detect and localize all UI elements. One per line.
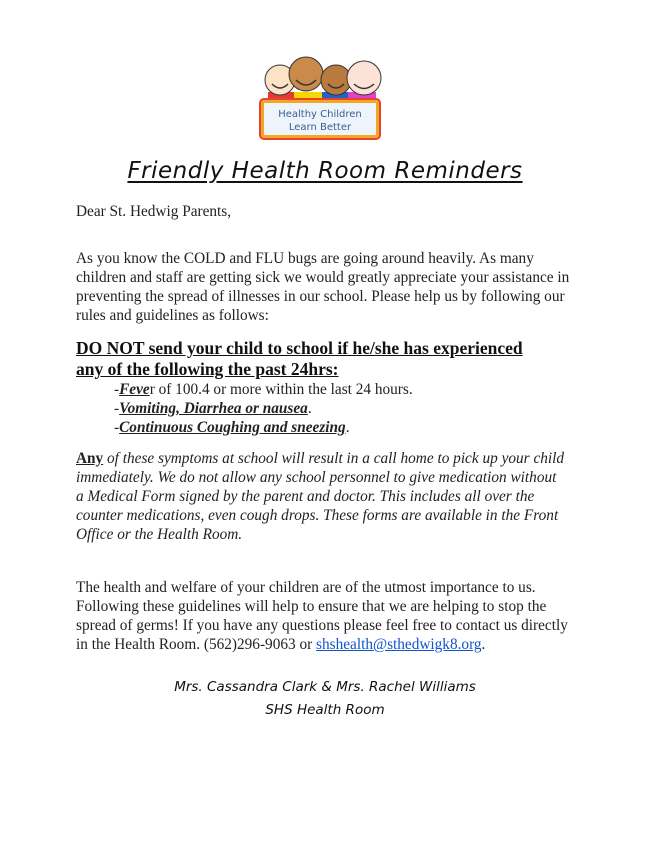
healthy-children-logo — [256, 48, 388, 144]
closing-line: The health and welfare of your children are of the utmost importance to us. — [76, 579, 536, 596]
intro-paragraph — [76, 249, 576, 325]
signature — [0, 676, 650, 722]
coughing-label: Continuous Coughing and sneezing — [119, 419, 346, 436]
email-link[interactable]: shshealth@sthedwigk8.org — [316, 636, 482, 653]
closing-paragraph — [76, 578, 576, 654]
policy-line: counter medications, even cough drops. These forms are available in the Front — [76, 507, 559, 524]
symptom-coughing: -Continuous Coughing and sneezing. — [114, 419, 350, 436]
fever-label: Feve — [119, 381, 150, 398]
intro-line: As you know the COLD and FLU bugs are going around heavily. As many — [76, 250, 534, 267]
signature-department: SHS Health Room — [265, 702, 385, 718]
heading-line: DO NOT send your child to school if he/she has experienced — [76, 338, 523, 358]
closing-line: Following these guidelines will help to ensure that we are helping to stop the — [76, 598, 547, 615]
warning-heading — [76, 338, 576, 380]
closing-line: spread of germs! If you have any questions please feel free to contact us directly — [76, 617, 568, 634]
logo-banner — [261, 100, 379, 138]
logo-text-line1: Healthy Children — [278, 109, 362, 120]
any-emphasis: Any — [76, 450, 104, 467]
contact-text: in the Health Room. (562)296-9063 or — [76, 636, 317, 653]
policy-line: Office or the Health Room. — [76, 526, 243, 543]
symptom-fever: -Fever of 100.4 or more within the last 24 hours. — [114, 381, 413, 398]
signature-names: Mrs. Cassandra Clark & Mrs. Rachel Williams — [174, 679, 476, 695]
policy-paragraph — [76, 449, 576, 544]
policy-text: of these symptoms at school will result in a call home to pick up your child — [103, 450, 565, 467]
greeting: Dear St. Hedwig Parents, — [76, 203, 232, 220]
logo-text-line2: Learn Better — [288, 122, 352, 133]
children-faces-icon — [256, 48, 388, 104]
closing-line: in the Health Room. (562)296-9063 or shshealth@sthedwigk8.org. — [76, 636, 486, 653]
policy-line — [76, 449, 576, 468]
symptom-list — [114, 380, 614, 437]
vomiting-label: Vomiting, Diarrhea or nausea — [119, 400, 308, 417]
policy-line: immediately. We do not allow any school personnel to give medication without — [76, 469, 557, 486]
heading-line: any of the following the past 24hrs: — [76, 359, 339, 379]
intro-line: children and staff are getting sick we would greatly appreciate your assistance in — [76, 269, 570, 286]
intro-line: preventing the spread of illnesses in our school. Please help us by following our — [76, 288, 565, 305]
symptom-vomiting: -Vomiting, Diarrhea or nausea. — [114, 400, 312, 417]
intro-line: rules and guidelines as follows: — [76, 307, 269, 324]
page-title: Friendly Health Room Reminders — [127, 158, 523, 184]
policy-line: a Medical Form signed by the parent and doctor. This includes all over the — [76, 488, 535, 505]
fever-detail: r of 100.4 or more within the last 24 hours. — [149, 381, 413, 398]
